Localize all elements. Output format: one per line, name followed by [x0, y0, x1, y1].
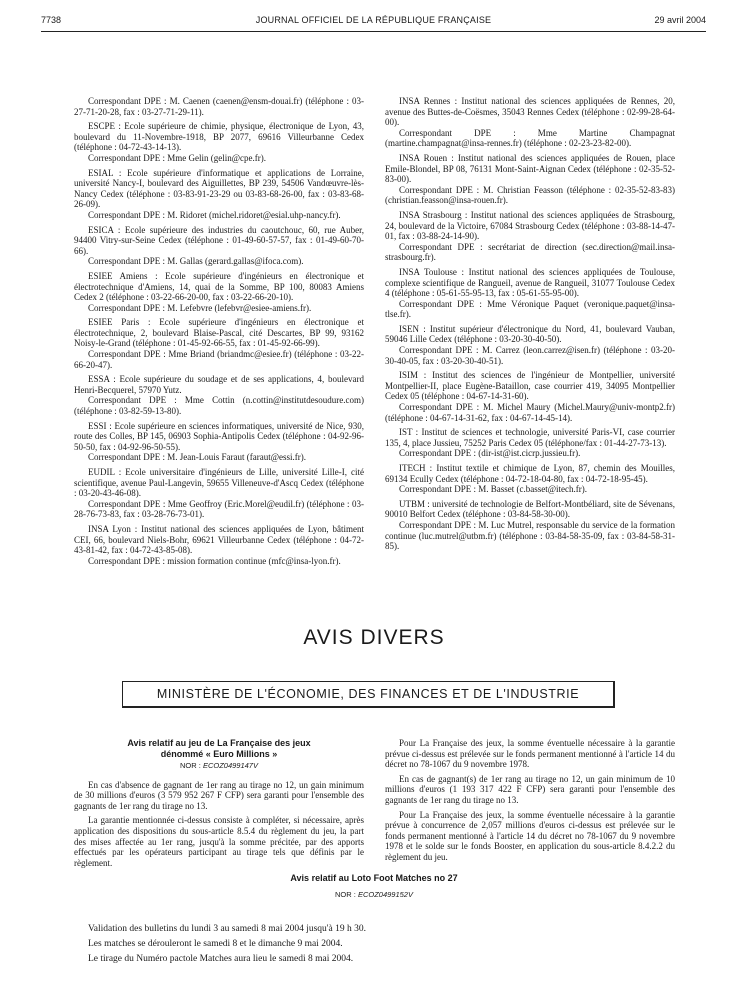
institution-text: ESICA : Ecole supérieure des industries du caoutchouc, 60, rue Auber, 94400 Vitry-sur-Seine Cedex (téléphone : 01-49-60-57-57, fax : 01-49-60-70-66). — [74, 224, 364, 256]
institution-text: INSA Rennes : Institut national des sciences appliquées de Rennes, 20, avenue des Buttes-de-Coësmes, 35043 Rennes Cedex (téléphone : 02-99-28-64-00). — [385, 96, 675, 128]
page-header — [41, 15, 706, 29]
nor-code: ECOZ0499147V — [202, 761, 258, 770]
directory-entry — [385, 267, 675, 320]
paragraph: En cas d'absence de gagnant de 1er rang au tirage no 12, un gain minimum de 30 millions d'euros (3 579 952 267 F CFP) sera garanti pour l'ensemble des gagnants de 1er rang du tirage no 13. — [74, 779, 364, 811]
section-title: AVIS DIVERS — [303, 626, 445, 649]
avis-euro-left — [74, 738, 364, 872]
journal-title: JOURNAL OFFICIEL DE LA RÉPUBLIQUE FRANÇAISE — [255, 15, 492, 25]
directory-entry — [74, 467, 364, 520]
institution-text: IST : Institut de sciences et technologie, université Paris-VI, case courrier 135, 4, place Jussieu, 75252 Paris Cedex 05 (téléphone/fax : 01-44-27-73-13). — [385, 427, 675, 448]
page-number: 7738 — [41, 15, 62, 25]
correspondent-text: Correspondant DPE : mission formation continue (mfc@insa-lyon.fr). — [88, 555, 341, 566]
directory-entry — [385, 463, 675, 495]
correspondent-text: Correspondant DPE : Mme Gelin (gelin@cpe.fr). — [88, 152, 266, 163]
avis-loto-nor — [0, 890, 748, 899]
directory-entry — [74, 168, 364, 221]
paragraph: La garantie mentionnée ci-dessus consiste à compléter, si nécessaire, après application des dispositions du sous-article 8.5.4 du règlement du jeu, la part des mises affectée au 1er rang, jusqu'à la somme précitée, par des apports effectués par les opérateurs participant au tirage tels que définis par le règlement. — [74, 815, 364, 868]
correspondent-text: Correspondant DPE : Mme Martine Champagnat (martine.champagnat@insa-rennes.fr) (téléphone : 02-23-23-82-00). — [385, 127, 675, 149]
avis-euro-title — [74, 738, 364, 759]
institution-text: INSA Toulouse : Institut national des sciences appliquées de Toulouse, complexe scientifique de Rangueil, avenue de Rangueil, 31077 Toulouse Cedex 4 (téléphone : 05-61-55-95-13, fax : 05-61-55-95-00). — [385, 266, 675, 299]
directory-entry — [385, 153, 675, 206]
correspondent-text: Correspondant DPE : M. Christian Feasson (téléphone : 02-35-52-83-83) (christian.feasson@insa-rouen.fr). — [385, 184, 675, 206]
correspondent-text: Correspondant DPE : (dir-ist@ist.cicrp.jussieu.fr). — [399, 448, 581, 459]
institution-text: INSA Rouen : Institut national des sciences appliquées de Rouen, place Emile-Blondel, BP 08, 76131 Mont-Saint-Aignan Cedex (téléphone : 02-35-52-83-00). — [385, 152, 675, 185]
directory-entry — [74, 524, 364, 566]
directory-entry — [385, 427, 675, 459]
paragraph: Pour La Française des jeux, la somme éventuelle nécessaire à la garantie prévue à concurrence de 2,057 millions d'euros ci-dessus est prélevée sur le fonds permanent mentionné à l'article 14 du décret no 78-1067 du 9 novembre 1978 et le solde sur le fonds Booster, en application du sous-article 8.4.2.2 du règlement du jeu. — [385, 809, 675, 862]
nor-label: NOR : — [180, 761, 203, 770]
institution-text: ESSA : Ecole supérieure du soudage et de ses applications, 4, boulevard Henri-Becquerel, 57970 Yutz. — [74, 374, 364, 395]
correspondent-text: Correspondant DPE : M. Basset (c.basset@itech.fr). — [399, 484, 587, 495]
correspondent-text: Correspondant DPE : M. Carrez (leon.carrez@isen.fr) (téléphone : 03-20-30-40-05, fax : 03-20-30-40-51). — [385, 345, 675, 366]
avis-euro-title-line2: dénommé « Euro Millions » — [160, 748, 278, 759]
institution-text: ESIAL : Ecole supérieure d'informatique et applications de Lorraine, université Nancy-I, boulevard des Aiguillettes, BP 239, 54506 Vandœuvre-lès-Nancy Cedex (téléphone : 03-83-91-23-29 ou 03-83-68-26-00, fax : 03-83-68-26-09). — [74, 167, 364, 210]
correspondent-text: Correspondant DPE : secrétariat de direction (sec.direction@mail.insa-strasbourg.fr). — [385, 241, 675, 263]
directory-entry — [385, 370, 675, 423]
directory-entry — [74, 271, 364, 313]
directory-entry — [74, 121, 364, 163]
institution-text: ISEN : Institut supérieur d'électronique du Nord, 41, boulevard Vauban, 59046 Lille Cedex (téléphone : 03-20-30-40-50). — [385, 323, 675, 345]
nor-code: ECOZ0499152V — [357, 890, 413, 899]
avis-loto-title: Avis relatif au Loto Foot Matches no 27 — [290, 873, 458, 883]
avis-euro-nor — [74, 761, 364, 772]
left-column — [74, 96, 364, 570]
institution-text: UTBM : université de technologie de Belfort-Montbéliard, site de Sévenans, 90010 Belfort Cedex (téléphone : 03-84-58-30-00). — [385, 498, 675, 520]
correspondent-text: Correspondant DPE : Mme Geoffroy (Eric.Morel@eudil.fr) (téléphone : 03-28-76-73-83, fax : 03-28-76-73-01). — [74, 498, 364, 520]
institution-text: ISIM : Institut des sciences de l'ingénieur de Montpellier, université Montpellier-II, place Eugène-Bataillon, case courrier 419, 34095 Montpellier Cedex 05 (téléphone : 04-67-14-31-60). — [385, 370, 675, 402]
paragraph: En cas de gagnant(s) de 1er rang au tirage no 12, un gain minimum de 10 millions d'euros (1 193 317 422 F CFP) sera garanti pour l'ensemble des gagnants de 1er rang du tirage no 13. — [385, 773, 675, 805]
right-column — [385, 96, 675, 556]
correspondent-text: Correspondant DPE : M. Lefebvre (lefebvr@esiee-amiens.fr). — [88, 302, 312, 313]
institution-text: INSA Strasbourg : Institut national des sciences appliquées de Strasbourg, 24, boulevard de la Victoire, 67084 Strasbourg Cedex (téléphone : 03-88-14-47-01, fax : 03-88-24-14-90). — [385, 209, 675, 242]
directory-entry — [74, 225, 364, 267]
correspondent-text: Correspondant DPE : M. Luc Mutrel, responsable du service de la formation continue (luc.mutrel@utbm.fr) (téléphone : 03-84-58-35-09, fax : 03-84-58-31-85). — [385, 519, 675, 552]
correspondent-text: Correspondant DPE : M. Michel Maury (Michel.Maury@univ-montp2.fr) (téléphone : 04-67-14-31-62, fax : 04-67-14-45-14). — [385, 402, 675, 423]
correspondent-text: Correspondant DPE : M. Ridoret (michel.ridoret@esial.uhp-nancy.fr). — [88, 209, 341, 220]
loto-line: Les matches se dérouleront le samedi 8 et le dimanche 9 mai 2004. — [88, 939, 343, 949]
correspondent-text: Correspondant DPE : Mme Cottin (n.cottin@institutdesoudure.com) (téléphone : 03-82-59-13-80). — [74, 395, 364, 417]
institution-text: ESIEE Amiens : Ecole supérieure d'ingénieurs en électronique et électrotechnique d'Amiens, 14, quai de la Somme, BP 100, 80083 Amiens Cedex 2 (téléphone : 03-22-66-20-00, fax : 03-22-66-20-10). — [74, 270, 364, 303]
correspondent-text: Correspondant DPE : Mme Véronique Paquet (veronique.paquet@insa-tlse.fr). — [385, 298, 675, 320]
ministry-banner: MINISTÈRE DE L'ÉCONOMIE, DES FINANCES ET DE L'INDUSTRIE — [122, 681, 615, 708]
institution-text: INSA Lyon : Institut national des sciences appliquées de Lyon, bâtiment CEI, 66, boulevard Niels-Bohr, 69621 Villeurbanne Cedex (téléphone : 04-72-43-81-42, fax : 04-72-43-85-08). — [74, 523, 364, 556]
directory-entry — [74, 96, 364, 117]
institution-text: EUDIL : Ecole universitaire d'ingénieurs de Lille, université Lille-I, cité scientifique, avenue Paul-Langevin, 59655 Villeneuve-d'Ascq Cedex (téléphone : 03-20-43-46-08). — [74, 467, 364, 499]
directory-entry — [74, 317, 364, 370]
correspondent-text: Correspondant DPE : M. Gallas (gerard.gallas@ifoca.com). — [88, 256, 304, 267]
directory-entry — [74, 421, 364, 463]
directory-entry — [74, 374, 364, 416]
directory-entry — [385, 499, 675, 552]
loto-line: Le tirage du Numéro pactole Matches aura lieu le samedi 8 mai 2004. — [88, 954, 354, 964]
institution-text: ESCPE : Ecole supérieure de chimie, physique, électronique de Lyon, 43, boulevard du 11-Novembre-1918, BP 2077, 69616 Villeurbanne Cedex (téléphone : 04-72-43-14-13). — [74, 121, 364, 153]
avis-euro-right — [385, 738, 675, 867]
institution-text: ESIEE Paris : Ecole supérieure d'ingénieurs en électronique et électrotechnique, 2, boulevard Blaise-Pascal, cité Descartes, BP 99, 93162 Noisy-le-Grand (téléphone : 01-45-92-66-55, fax : 01-45-92-66-99). — [74, 317, 364, 349]
correspondent-text: Correspondant DPE : M. Jean-Louis Faraut (faraut@essi.fr). — [88, 452, 306, 463]
header-rule — [41, 31, 706, 32]
directory-entry — [385, 210, 675, 263]
loto-line: Validation des bulletins du lundi 3 au samedi 8 mai 2004 jusqu'à 19 h 30. — [88, 924, 366, 934]
directory-entry — [385, 324, 675, 366]
directory-entry — [385, 96, 675, 149]
correspondent-text: Correspondant DPE : Mme Briand (briandmc@esiee.fr) (téléphone : 03-22-66-20-47). — [74, 349, 364, 370]
nor-label: NOR : — [335, 890, 358, 899]
avis-euro-title-line1: Avis relatif au jeu de La Française des jeux — [127, 738, 311, 748]
avis-loto-body — [88, 922, 648, 967]
publication-date: 29 avril 2004 — [654, 15, 706, 25]
institution-text: ITECH : Institut textile et chimique de Lyon, 87, chemin des Mouilles, 69134 Ecully Cedex (téléphone : 04-72-18-04-80, fax : 04-72-18-95-45). — [385, 463, 675, 484]
paragraph: Pour La Française des jeux, la somme éventuelle nécessaire à la garantie prévue ci-dessus est prélevée sur le fonds permanent mentionné à l'article 14 du décret no 78-1067 du 9 novembre 1978. — [385, 738, 675, 770]
institution-text: ESSI : Ecole supérieure en sciences informatiques, université de Nice, 930, route des Colles, BP 145, 06903 Sophia-Antipolis Cedex (téléphone : 04-92-96-50-50, fax : 04-92-96-50-55). — [74, 420, 364, 452]
institution-text: Correspondant DPE : M. Caenen (caenen@ensm-douai.fr) (téléphone : 03-27-71-20-28, fax : 03-27-71-29-11). — [74, 96, 364, 117]
